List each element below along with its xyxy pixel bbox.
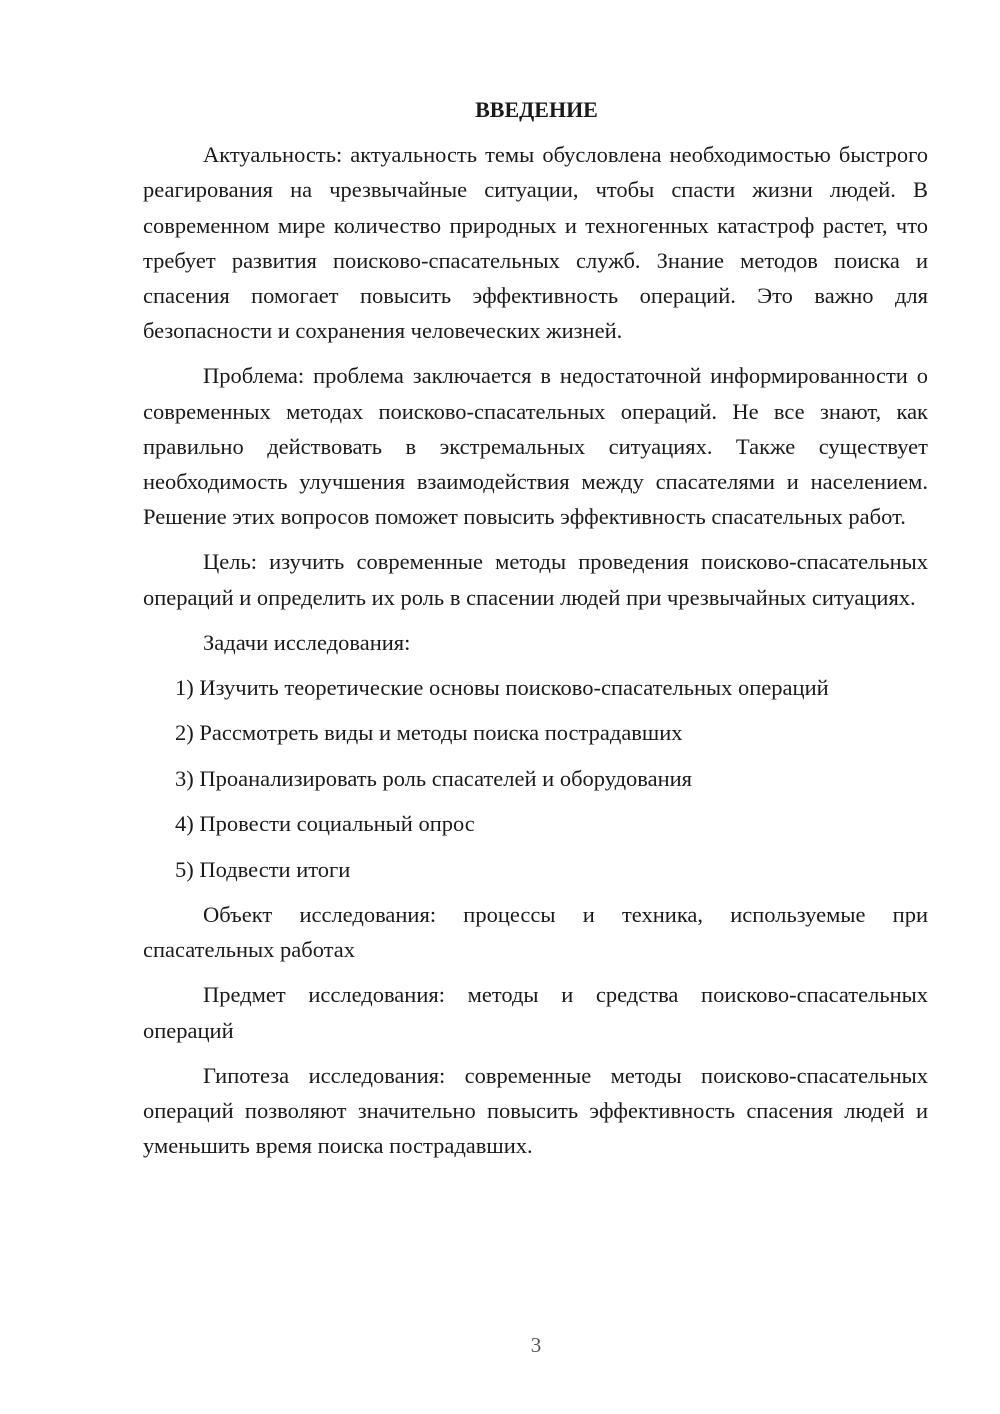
goal-paragraph: Цель: изучить современные методы проведения поисково-спасательных операций и определить их роль в спасении людей при чрезвычайных ситуациях. xyxy=(143,549,928,610)
list-item: 2) Рассмотреть виды и методы поиска пострадавших xyxy=(175,720,683,746)
list-item: 1) Изучить теоретические основы поисково-спасательных операций xyxy=(175,675,829,701)
subject-paragraph: Предмет исследования: методы и средства поисково-спасательных операций xyxy=(143,982,928,1043)
object-paragraph: Объект исследования: процессы и техника, используемые при спасательных работах xyxy=(143,902,928,963)
relevance-paragraph: Актуальность: актуальность темы обусловлена необходимостью быстрого реагирования на чрезвычайные ситуации, чтобы спасти жизни людей. В современном мире количество природных и техногенных катастроф растет, что требует развития поисково-спасательных служб. Знание методов поиска и спасения помогает повысить эффективность операций. Это важно для безопасности и сохранения человеческих жизней. xyxy=(143,142,928,344)
tasks-list xyxy=(143,670,928,887)
page-number: 3 xyxy=(530,1333,542,1357)
problem-paragraph: Проблема: проблема заключается в недостаточной информированности о современных методах поисково-спасательных операций. Не все знают, как правильно действовать в экстремальных ситуациях. Также существует необходимость улучшения взаимодействия между спасателями и населением. Решение этих вопросов поможет повысить эффективность спасательных работ. xyxy=(143,363,928,530)
section-title: ВВЕДЕНИЕ xyxy=(475,97,598,122)
document-page xyxy=(143,92,928,1173)
tasks-heading: Задачи исследования: xyxy=(203,629,411,655)
hypothesis-paragraph: Гипотеза исследования: современные методы поисково-спасательных операций позволяют значительно повысить эффективность спасения людей и уменьшить время поиска пострадавших. xyxy=(143,1062,928,1159)
list-item: 4) Провести социальный опрос xyxy=(175,811,475,837)
list-item: 3) Проанализировать роль спасателей и оборудования xyxy=(175,765,693,791)
list-item: 5) Подвести итоги xyxy=(175,856,351,882)
